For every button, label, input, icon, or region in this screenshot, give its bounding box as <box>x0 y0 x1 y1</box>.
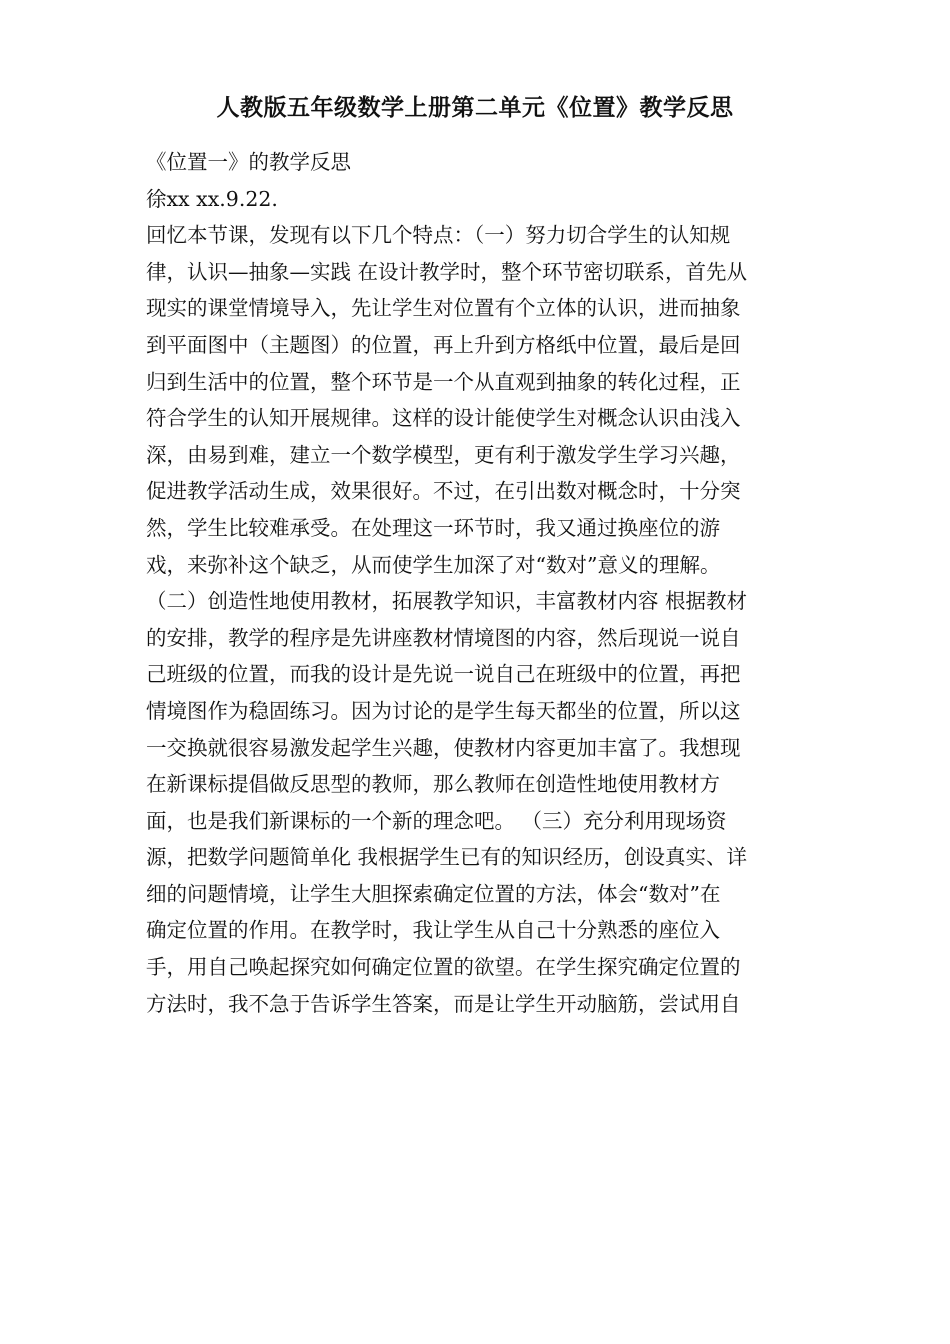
body-line: 《位置一》的教学反思 <box>146 150 351 174</box>
body-line: 己班级的位置，而我的设计是先说一说自己在班级中的位置，再把 <box>146 662 741 687</box>
body-line: 手，用自己唤起探究如何确定位置的欲望。在学生探究确定位置的 <box>146 955 741 980</box>
body-line: 情境图作为稳固练习。因为讨论的是学生每天都坐的位置，所以这 <box>146 698 741 723</box>
body-line: 一交换就很容易激发起学生兴趣，使教材内容更加丰富了。我想现 <box>146 735 741 760</box>
body-line: 方法时，我不急于告诉学生答案，而是让学生开动脑筋，尝试用自 <box>146 991 741 1016</box>
document-title: 人教版五年级数学上册第二单元《位置》教学反思 <box>216 94 734 121</box>
body-line: 归到生活中的位置，整个环节是一个从直观到抽象的转化过程，正 <box>146 369 741 394</box>
body-line: 在新课标提倡做反思型的教师，那么教师在创造性地使用教材方 <box>146 772 720 797</box>
body-line: 徐xx xx.9.22. <box>146 186 278 211</box>
body-line: 确定位置的作用。在教学时，我让学生从自己十分熟悉的座位入 <box>146 918 720 943</box>
body-line: 律，认识—抽象—实践 在设计教学时，整个环节密切联系，首先从 <box>146 259 748 284</box>
document-body <box>146 144 812 1022</box>
body-line: 到平面图中（主题图）的位置，再上升到方格纸中位置，最后是回 <box>146 332 741 357</box>
body-line: 戏，来弥补这个缺乏，从而使学生加深了对“数对”意义的理解。 <box>146 552 721 577</box>
body-line: 深，由易到难，建立一个数学模型，更有利于激发学生学习兴趣， <box>146 442 741 467</box>
body-line: 源，把数学问题简单化 我根据学生已有的知识经历，创设真实、详 <box>146 845 748 870</box>
body-line: 回忆本节课，发现有以下几个特点：（一）努力切合学生的认知规 <box>146 223 731 248</box>
body-line: 促进教学活动生成，效果很好。不过，在引出数对概念时，十分突 <box>146 479 741 504</box>
body-line: 符合学生的认知开展规律。这样的设计能使学生对概念认识由浅入 <box>146 406 741 431</box>
body-line: 然，学生比较难承受。在处理这一环节时，我又通过换座位的游 <box>146 515 720 540</box>
body-line: 细的问题情境，让学生大胆探索确定位置的方法，体会“数对”在 <box>146 881 721 906</box>
body-line: 的安排，教学的程序是先讲座教材情境图的内容，然后现说一说自 <box>146 625 741 650</box>
body-line: （二）创造性地使用教材，拓展教学知识，丰富教材内容 根据教材 <box>146 589 748 614</box>
body-line: 现实的课堂情境导入，先让学生对位置有个立体的认识，进而抽象 <box>146 296 741 321</box>
body-line: 面，也是我们新课标的一个新的理念吧。 （三）充分利用现场资 <box>146 808 727 833</box>
